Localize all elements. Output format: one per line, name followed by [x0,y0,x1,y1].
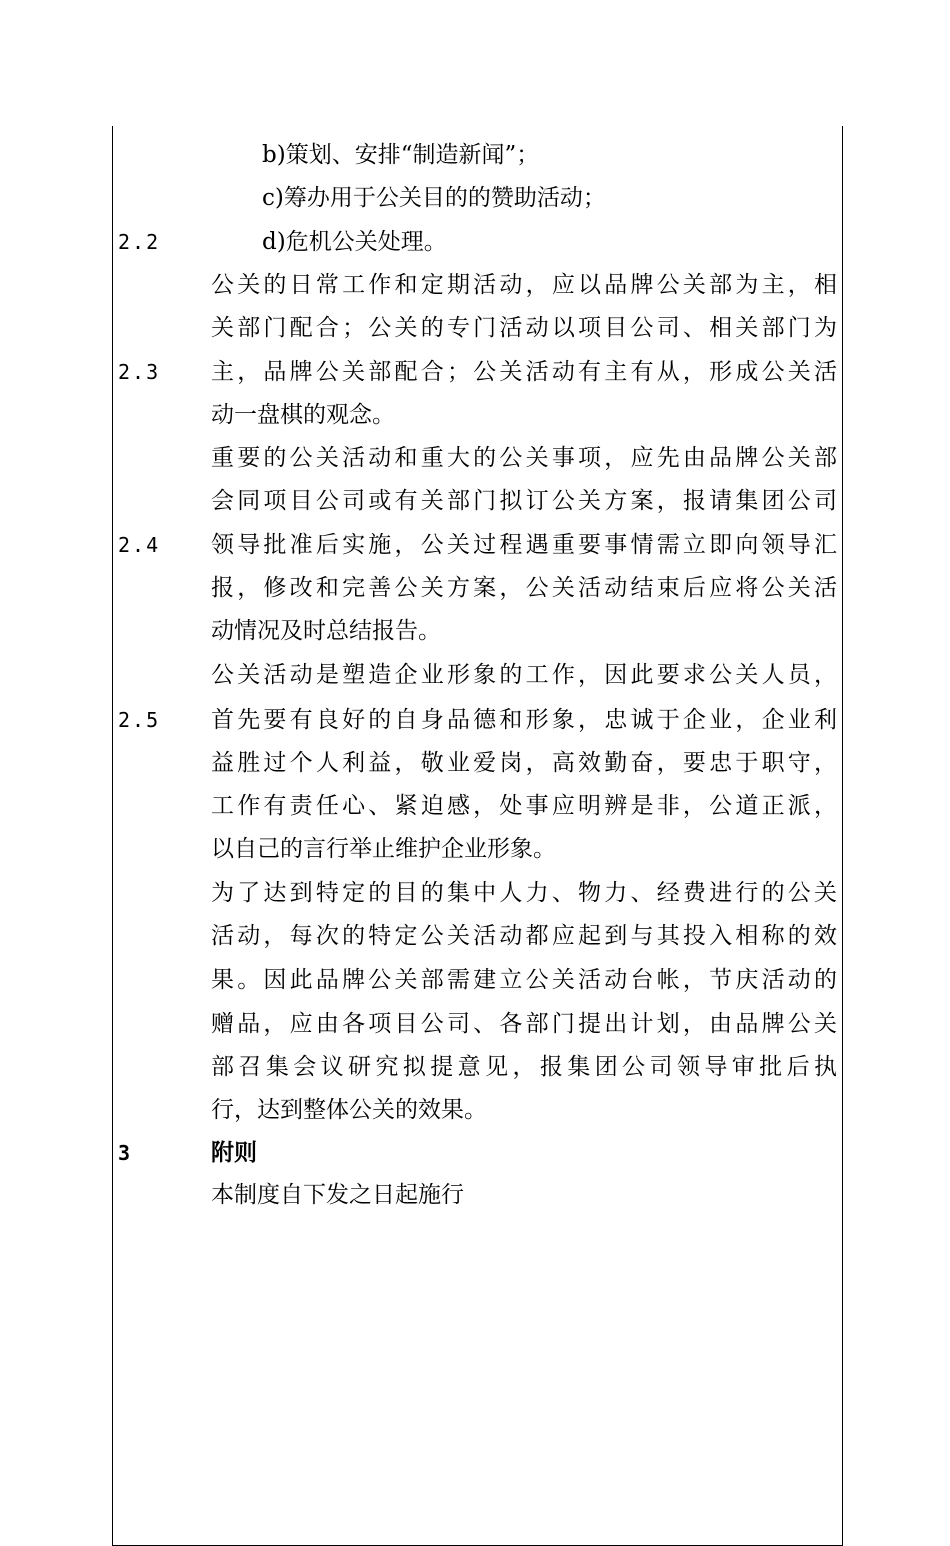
para-2-4-line-1: 重要的公关活动和重大的公关事项，应先由品牌公关部 [211,445,837,471]
section-title-3: 附则 [211,1139,257,1166]
para-2-6-line-6: 行，达到整体公关的效果。 [211,1097,487,1123]
section-number-3: 3 [118,1141,133,1165]
para-2-3-line-3: 主，品牌公关部配合；公关活动有主有从，形成公关活 [211,359,837,385]
section-number-2-4: 2.4 [118,533,161,557]
para-2-3-line-2: 关部门配合；公关的专门活动以项目公司、相关部门为 [211,315,837,341]
item-c: c)筹办用于公关目的的赞助活动； [262,185,606,211]
para-2-4-line-4: 报，修改和完善公关方案，公关活动结束后应将公关活 [211,575,837,601]
section-number-2-2: 2.2 [118,230,161,254]
para-2-6-line-1: 为了达到特定的目的集中人力、物力、经费进行的公关 [211,880,837,906]
para-2-6-line-2: 活动，每次的特定公关活动都应起到与其投入相称的效 [211,923,837,949]
para-2-4-line-2: 会同项目公司或有关部门拟订公关方案，报请集团公司 [211,488,837,514]
section-3-text: 本制度自下发之日起施行 [211,1182,464,1208]
para-2-5-line-5: 以自己的言行举止维护企业形象。 [211,836,556,862]
para-2-6-line-4: 赠品，应由各项目公司、各部门提出计划，由品牌公关 [211,1011,837,1037]
para-2-4-line-5: 动情况及时总结报告。 [211,618,441,644]
para-2-5-line-1: 公关活动是塑造企业形象的工作，因此要求公关人员， [211,662,837,688]
para-2-4-line-3: 领导批准后实施，公关过程遇重要事情需立即向领导汇 [211,532,837,558]
section-number-2-3: 2.3 [118,360,161,384]
para-2-6-line-5: 部召集会议研究拟提意见，报集团公司领导审批后执 [211,1054,837,1080]
section-number-2-5: 2.5 [118,708,161,732]
para-2-5-line-3: 益胜过个人利益，敬业爱岗，高效勤奋，要忠于职守， [211,750,837,776]
item-d: d)危机公关处理。 [262,229,447,255]
item-b: b)策划、安排“制造新闻”； [262,142,540,168]
para-2-5-line-2: 首先要有良好的自身品德和形象，忠诚于企业，企业利 [211,707,837,733]
para-2-6-line-3: 果。因此品牌公关部需建立公关活动台帐，节庆活动的 [211,967,837,993]
para-2-5-line-4: 工作有责任心、紧迫感，处事应明辨是非，公道正派， [211,793,837,819]
para-2-3-line-1: 公关的日常工作和定期活动，应以品牌公关部为主，相 [211,272,837,298]
para-2-3-line-4: 动一盘棋的观念。 [211,402,395,428]
